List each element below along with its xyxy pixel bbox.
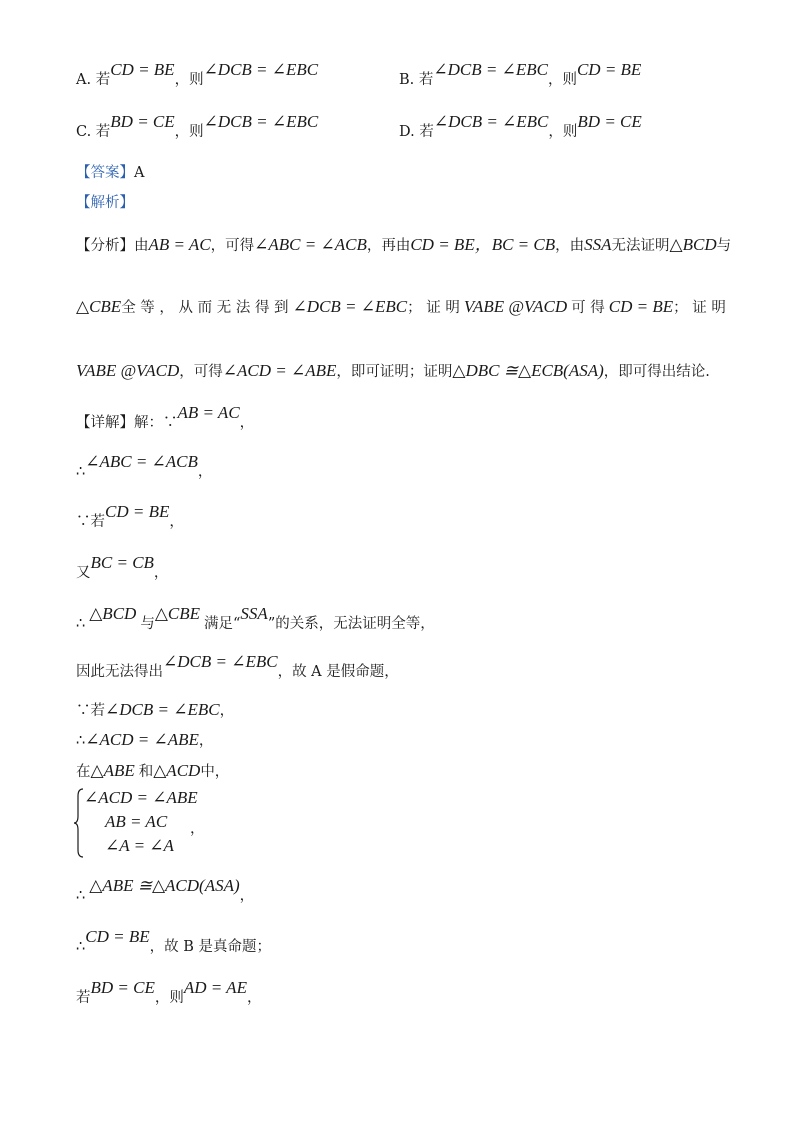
detail-line-11: ∴CD = BE，故 B 是真命题；: [76, 927, 271, 955]
detail-line-5: ∴△BCD与△CBE满足“SSA”的关系，无法证明全等，: [76, 604, 435, 632]
jiexi-line: [76, 196, 134, 211]
answer-tag: 【答案】: [76, 165, 134, 181]
math: BD = CE: [577, 112, 642, 131]
system-end: ，: [190, 821, 205, 837]
answer-line: [76, 166, 144, 181]
detail-line-4: 又BC = CB，: [76, 553, 169, 581]
option-a: A. 若CD = BE，则∠DCB = ∠EBC: [76, 60, 319, 88]
math: ∠DCB = ∠EBC: [203, 112, 319, 131]
detail-line-10: ∴△ABE ≅△ACD(ASA)，: [76, 876, 255, 904]
detail-line-2: ∴∠ABC = ∠ACB，: [76, 452, 213, 480]
math: CD = BE: [110, 60, 175, 79]
analysis-line-3: VABE @VACD，可得∠ACD = ∠ABE，即可证明；证明△DBC ≅△ECB(ASA)，即可得出结论.: [76, 361, 710, 380]
math: BD = CE: [110, 112, 175, 131]
detail-line-8: ∴∠ACD = ∠ABE，: [76, 730, 214, 749]
option-d: D. 若∠DCB = ∠EBC，则BD = CE: [399, 112, 642, 140]
math: CD = BE: [576, 60, 642, 79]
math: ∠DCB = ∠EBC: [433, 112, 549, 131]
system-eq-1: ∠ACD = ∠ABE: [84, 788, 198, 807]
math: ∠DCB = ∠EBC: [433, 60, 548, 79]
math: ∠DCB = ∠EBC: [203, 60, 319, 79]
detail-line-6: 因此无法得出∠DCB = ∠EBC，故 A 是假命题，: [76, 652, 399, 680]
answer-value: A: [134, 165, 145, 181]
option-b: B. 若∠DCB = ∠EBC，则CD = BE: [399, 60, 642, 88]
option-c: C. 若BD = CE，则∠DCB = ∠EBC: [76, 112, 319, 140]
detail-line-9: 在△ABE 和△ACD中，: [76, 761, 230, 780]
system-eq-3: ∠A = ∠A: [105, 836, 174, 855]
analysis-line-1: 【分析】由AB = AC，可得∠ABC = ∠ACB，再由CD = BE，BC = CB，由SSA无法证明△BCD与: [76, 235, 732, 254]
jiexi-tag: 【解析】: [76, 195, 134, 211]
analysis-line-2: △CBE全 等 ， 从 而 无 法 得 到 ∠DCB = ∠EBC； 证 明 VABE @VACD 可 得 CD = BE； 证 明: [76, 297, 726, 316]
detail-line-12: 若BD = CE，则AD = AE，: [76, 978, 262, 1006]
detail-line-1: 【详解】解：∵AB = AC，: [76, 403, 255, 431]
detail-line-7: ∵若∠DCB = ∠EBC，: [76, 700, 235, 719]
detail-line-3: ∵若CD = BE，: [76, 502, 184, 530]
system-eq-2: AB = AC: [105, 812, 168, 831]
